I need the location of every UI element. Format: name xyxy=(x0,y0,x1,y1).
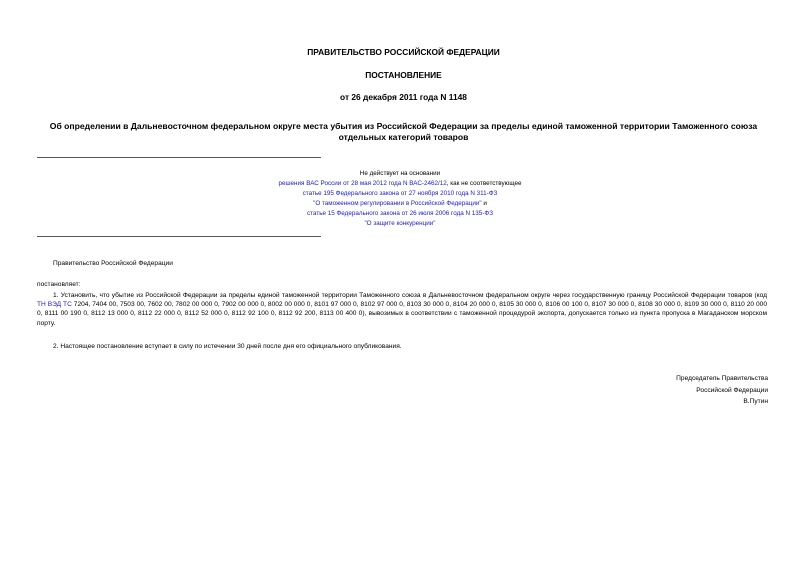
law-135-article-link[interactable]: статье 15 Федерального закона от 26 июля 2006 года N 135-ФЗ xyxy=(307,209,493,217)
signature-title-2: Российской Федерации xyxy=(696,386,768,394)
resolves-text: постановляет: xyxy=(37,281,81,288)
status-line-2-rest: , как не соответствующее xyxy=(446,179,522,187)
vas-decision-link[interactable]: решения ВАС России от 28 мая 2012 года N ВАС-2462/12 xyxy=(278,179,447,187)
government-heading: ПРАВИТЕЛЬСТВО РОССИЙСКОЙ ФЕДЕРАЦИИ xyxy=(307,47,500,57)
customs-regulation-law-link[interactable]: "О таможенном регулировании в Российской Федерации" xyxy=(313,199,482,207)
paragraph-1-end: 7204, 7404 00, 7503 00, 7602 00, 7802 00 000 0, 7902 00 000 0, 8002 00 000 0, 8101 97 000 0, 8102 97 000 0, 8103 30 000 0, 8104 20 000 0, 8105 30 000 0, 8106 00 100 0, 8107 30 000 0, 8108 30 000 0, 8109 30 000 0, 8110 20 000 0, 8111 00 190 0, 8112 13 000 0, 8112 22 000 0, 8112 52 000 0, 8112 92 100 0, 8112 92 200, 8113 00 400 0), вывозимых в соответствии с таможенной процедурой экспорта, допускается только из пункта пропуска в Магаданском морском порту. xyxy=(37,301,767,327)
divider-top xyxy=(37,157,321,158)
status-line-5 xyxy=(240,209,560,219)
law-311-article-link[interactable]: статье 195 Федерального закона от 27 ноября 2010 года N 311-ФЗ xyxy=(302,189,498,197)
status-note xyxy=(240,169,560,228)
paragraph-2: 2. Настоящее постановление вступает в силу по истечении 30 дней после дня его официального опубликования. xyxy=(53,343,402,350)
status-line-1: Не действует на основании xyxy=(359,170,441,177)
status-line-3 xyxy=(240,189,560,199)
document-title: Об определении в Дальневосточном федеральном округе места убытия из Российской Федерации за пределы единой таможенной территории Таможенного союза отдельных категорий товаров xyxy=(49,121,758,142)
paragraph-1 xyxy=(37,291,767,328)
competition-law-link[interactable]: "О защите конкуренции" xyxy=(364,219,436,227)
tn-ved-link[interactable]: ТН ВЭД ТС xyxy=(37,301,72,309)
document-type: ПОСТАНОВЛЕНИЕ xyxy=(365,70,442,80)
signature-name: В.Путин xyxy=(743,398,768,405)
signature-block xyxy=(560,373,768,408)
status-line-4 xyxy=(240,199,560,209)
document-date-number: от 26 декабря 2011 года N 1148 xyxy=(340,92,467,102)
issuer-text: Правительство Российской Федерации xyxy=(53,260,173,267)
signature-title-1: Председатель Правительства xyxy=(676,375,768,382)
status-line-2 xyxy=(240,179,560,189)
status-line-4-rest: и xyxy=(481,199,487,207)
divider-bottom xyxy=(37,236,321,237)
paragraph-1-start: 1. Установить, что убытие из Российской Федерации за пределы единой таможенной территории Таможенного союза в Дальневосточном федеральном округе через государственную границу Российской Федерации товаров (код xyxy=(53,292,767,299)
status-line-6 xyxy=(240,219,560,229)
